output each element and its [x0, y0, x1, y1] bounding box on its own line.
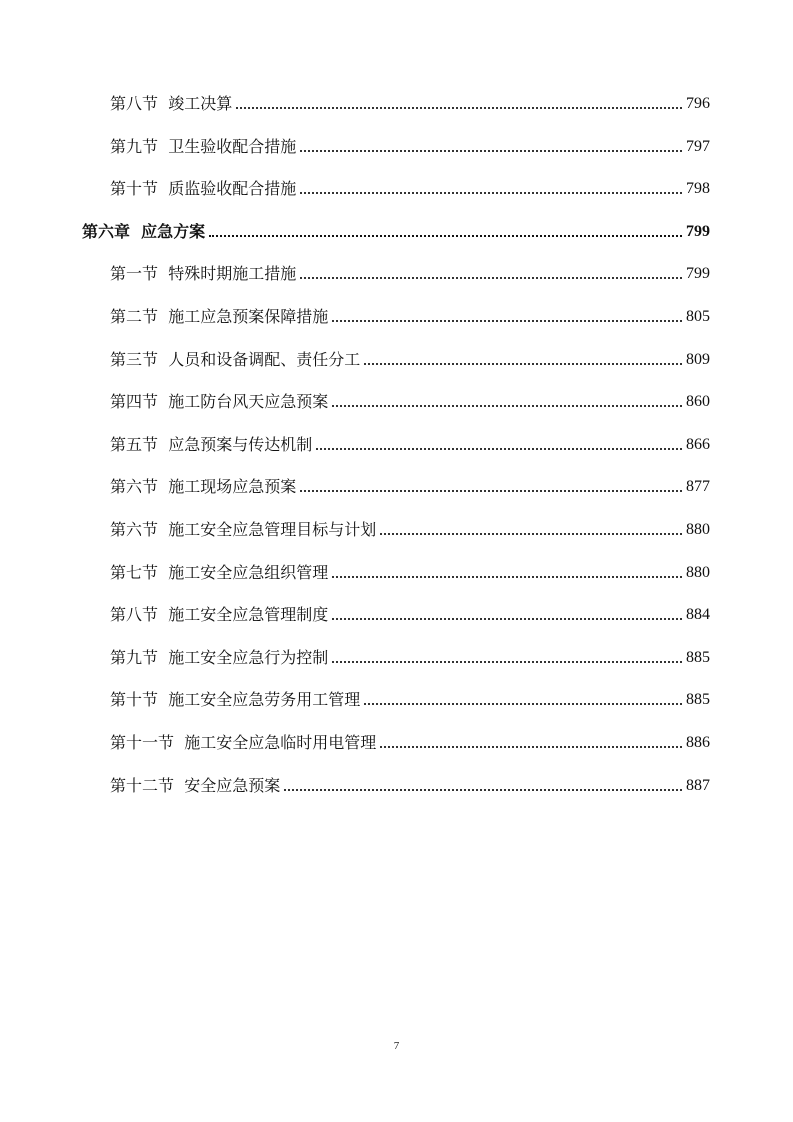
toc-dot-leader	[332, 320, 682, 322]
toc-entry-text: 安全应急预案	[184, 776, 281, 795]
toc-entry-number: 第六节	[110, 477, 159, 496]
toc-dot-leader	[284, 789, 682, 791]
toc-entry-text: 质监验收配合措施	[168, 179, 297, 198]
toc-dot-leader	[300, 192, 682, 194]
toc-entry-number: 第二节	[110, 307, 159, 326]
toc-entry-title	[110, 264, 298, 284]
toc-dot-leader	[332, 576, 682, 578]
toc-section-entry[interactable]	[110, 303, 710, 327]
toc-dot-leader	[332, 405, 682, 407]
toc-section-entry[interactable]	[110, 431, 710, 455]
toc-entry-page: 884	[686, 606, 710, 623]
toc-entry-text: 应急预案与传达机制	[168, 435, 313, 454]
toc-dot-leader	[316, 448, 682, 450]
toc-section-entry[interactable]	[110, 175, 710, 199]
toc-entry-title	[110, 520, 378, 540]
toc-entry-text: 施工防台风天应急预案	[168, 392, 329, 411]
toc-dot-leader	[209, 235, 682, 237]
toc-entry-number: 第九节	[110, 137, 159, 156]
toc-entry-text: 特殊时期施工措施	[168, 264, 297, 283]
toc-entry-title	[110, 648, 330, 668]
toc-section-entry[interactable]	[110, 644, 710, 668]
toc-section-entry[interactable]	[110, 388, 710, 412]
toc-entry-title	[110, 307, 330, 327]
toc-entry-text: 施工应急预案保障措施	[168, 307, 329, 326]
toc-entry-title	[110, 776, 282, 796]
toc-entry-text: 应急方案	[141, 222, 206, 241]
toc-section-entry[interactable]	[110, 133, 710, 157]
toc-entry-title	[110, 733, 378, 753]
toc-entry-text: 施工安全应急管理制度	[168, 605, 329, 624]
toc-entry-title	[110, 477, 298, 497]
toc-entry-number: 第九节	[110, 648, 159, 667]
toc-section-entry[interactable]	[110, 516, 710, 540]
toc-entry-page: 885	[686, 649, 710, 666]
toc-entry-number: 第四节	[110, 392, 159, 411]
toc-section-entry[interactable]	[110, 90, 710, 114]
toc-entry-number: 第五节	[110, 435, 159, 454]
toc-entry-page: 798	[686, 180, 710, 197]
toc-entry-number: 第七节	[110, 563, 159, 582]
toc-entry-page: 887	[686, 777, 710, 794]
toc-entry-page: 796	[686, 95, 710, 112]
page-number: 7	[393, 1040, 400, 1052]
toc-entry-page: 809	[686, 351, 710, 368]
toc-entry-text: 施工安全应急行为控制	[168, 648, 329, 667]
toc-section-entry[interactable]	[110, 260, 710, 284]
toc-dot-leader	[364, 363, 682, 365]
toc-entry-page: 805	[686, 308, 710, 325]
toc-entry-text: 施工安全应急组织管理	[168, 563, 329, 582]
toc-entry-number: 第六章	[82, 222, 131, 241]
toc-entry-number: 第六节	[110, 520, 159, 539]
toc-section-entry[interactable]	[110, 473, 710, 497]
toc-entry-text: 施工安全应急劳务用工管理	[168, 690, 361, 709]
toc-entry-page: 885	[686, 691, 710, 708]
toc-entry-number: 第十二节	[110, 776, 175, 795]
toc-entry-text: 施工安全应急管理目标与计划	[168, 520, 377, 539]
toc-dot-leader	[332, 618, 682, 620]
toc-entry-page: 797	[686, 138, 710, 155]
toc-entry-text: 施工现场应急预案	[168, 477, 297, 496]
toc-dot-leader	[364, 703, 682, 705]
toc-entry-title	[110, 137, 298, 157]
toc-entry-page: 860	[686, 393, 710, 410]
toc-section-entry[interactable]	[110, 601, 710, 625]
toc-entry-text: 竣工决算	[168, 94, 233, 113]
toc-chapter-entry[interactable]	[82, 218, 710, 242]
toc-dot-leader	[380, 746, 682, 748]
toc-entry-text: 施工安全应急临时用电管理	[184, 733, 377, 752]
toc-entry-title	[82, 222, 207, 242]
toc-entry-page: 799	[686, 265, 710, 282]
toc-entry-title	[110, 605, 330, 625]
toc-entry-text: 人员和设备调配、责任分工	[168, 350, 361, 369]
toc-entry-page: 877	[686, 478, 710, 495]
toc-entry-title	[110, 179, 298, 199]
toc-section-entry[interactable]	[110, 346, 710, 370]
toc-entry-title	[110, 690, 362, 710]
toc-entry-number: 第十节	[110, 690, 159, 709]
toc-entry-title	[110, 94, 234, 114]
toc-entry-number: 第一节	[110, 264, 159, 283]
toc-entry-number: 第八节	[110, 94, 159, 113]
toc-entry-title	[110, 392, 330, 412]
toc-entry-number: 第十节	[110, 179, 159, 198]
toc-dot-leader	[380, 533, 682, 535]
toc-entry-number: 第三节	[110, 350, 159, 369]
toc-entry-page: 880	[686, 564, 710, 581]
toc-entry-number: 第十一节	[110, 733, 175, 752]
toc-section-entry[interactable]	[110, 686, 710, 710]
toc-entry-page: 880	[686, 521, 710, 538]
toc-entry-page: 799	[686, 223, 710, 240]
toc-entry-number: 第八节	[110, 605, 159, 624]
toc-dot-leader	[300, 277, 682, 279]
toc-entry-page: 886	[686, 734, 710, 751]
toc-entry-page: 866	[686, 436, 710, 453]
toc-dot-leader	[300, 490, 682, 492]
toc-dot-leader	[300, 150, 682, 152]
toc-section-entry[interactable]	[110, 729, 710, 753]
toc-dot-leader	[332, 661, 682, 663]
toc-entry-title	[110, 563, 330, 583]
toc-section-entry[interactable]	[110, 772, 710, 796]
toc-entry-title	[110, 435, 314, 455]
toc-dot-leader	[236, 107, 682, 109]
toc-entry-title	[110, 350, 362, 370]
toc-entry-text: 卫生验收配合措施	[168, 137, 297, 156]
toc-section-entry[interactable]	[110, 559, 710, 583]
